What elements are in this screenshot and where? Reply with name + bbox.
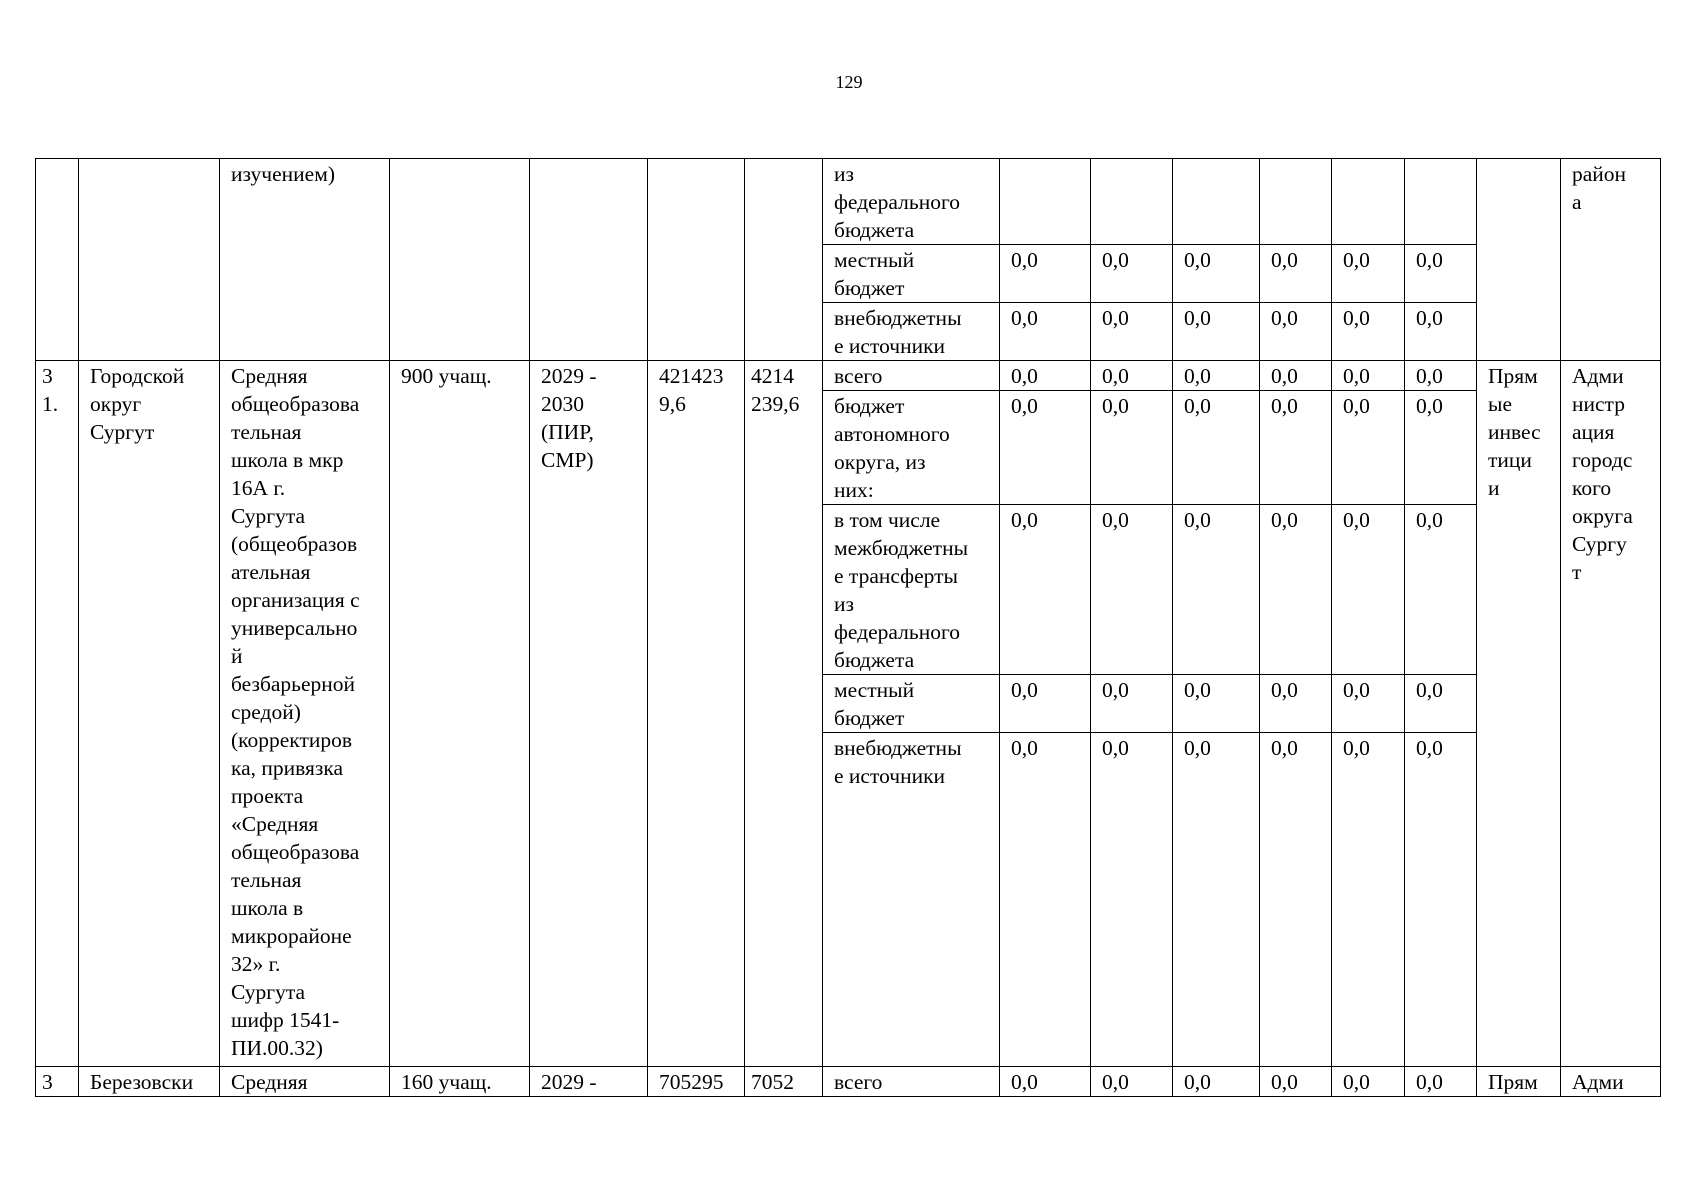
amount-cell: 0,0 xyxy=(1332,361,1405,391)
amount-cell: 0,0 xyxy=(1173,1067,1260,1097)
amount-cell xyxy=(1405,159,1477,245)
mechanism-cell: Прям xyxy=(1477,1067,1561,1097)
amount-cell: 0,0 xyxy=(1332,733,1405,1067)
funding-source-cell: в том числе межбюджетны е трансферты из федерального бюджета xyxy=(823,505,1000,675)
amount-cell: 0,0 xyxy=(1405,303,1477,361)
funding-source-cell: внебюджетны е источники xyxy=(823,303,1000,361)
cost-total-cell: 705295 xyxy=(648,1067,745,1097)
amount-cell: 0,0 xyxy=(1000,733,1091,1067)
amount-cell xyxy=(1260,159,1332,245)
amount-cell: 0,0 xyxy=(1000,391,1091,505)
capacity-cell xyxy=(390,159,530,361)
page-number: 129 xyxy=(835,72,863,92)
municipality-cell: Березовски xyxy=(79,1067,220,1097)
amount-cell: 0,0 xyxy=(1405,391,1477,505)
responsible-cell: район а xyxy=(1561,159,1661,361)
responsible-cell: Адми xyxy=(1561,1067,1661,1097)
amount-cell: 0,0 xyxy=(1260,733,1332,1067)
amount-cell: 0,0 xyxy=(1260,1067,1332,1097)
amount-cell: 0,0 xyxy=(1260,675,1332,733)
amount-cell: 0,0 xyxy=(1000,361,1091,391)
amount-cell: 0,0 xyxy=(1405,1067,1477,1097)
cost-remaining-cell: 7052 xyxy=(745,1067,823,1097)
amount-cell: 0,0 xyxy=(1173,245,1260,303)
amount-cell xyxy=(1332,159,1405,245)
amount-cell: 0,0 xyxy=(1173,505,1260,675)
mechanism-cell xyxy=(1477,159,1561,361)
funding-source-cell: местный бюджет xyxy=(823,675,1000,733)
object-name-cell: изучением) xyxy=(220,159,390,361)
funding-source-cell: бюджет автономного округа, из них: xyxy=(823,391,1000,505)
period-cell: 2029 - xyxy=(530,1067,648,1097)
amount-cell: 0,0 xyxy=(1091,245,1173,303)
capacity-cell: 160 учащ. xyxy=(390,1067,530,1097)
amount-cell: 0,0 xyxy=(1000,1067,1091,1097)
amount-cell: 0,0 xyxy=(1091,303,1173,361)
amount-cell: 0,0 xyxy=(1405,245,1477,303)
amount-cell: 0,0 xyxy=(1091,361,1173,391)
object-name-cell: Средняя общеобразова тельная школа в мкр 16А г. Сургута (общеобразов ательная организация с универсально й безбарьерной средой) (корректиров ка, привязка проекта «Средняя общеобразова тельная школа в микрорайоне 32» г. Сургута шифр 1541- ПИ.00.32) xyxy=(220,361,390,1067)
amount-cell: 0,0 xyxy=(1260,361,1332,391)
amount-cell: 0,0 xyxy=(1091,505,1173,675)
municipality-cell: Городской округ Сургут xyxy=(79,361,220,1067)
amount-cell: 0,0 xyxy=(1405,675,1477,733)
amount-cell: 0,0 xyxy=(1332,391,1405,505)
amount-cell: 0,0 xyxy=(1091,391,1173,505)
amount-cell: 0,0 xyxy=(1000,675,1091,733)
amount-cell: 0,0 xyxy=(1260,505,1332,675)
amount-cell: 0,0 xyxy=(1173,675,1260,733)
amount-cell: 0,0 xyxy=(1000,505,1091,675)
funding-source-cell: внебюджетны е источники xyxy=(823,733,1000,1067)
cost-total-cell xyxy=(648,159,745,361)
capacity-cell: 900 учащ. xyxy=(390,361,530,1067)
amount-cell: 0,0 xyxy=(1260,391,1332,505)
table-body xyxy=(36,159,1661,1097)
municipality-cell xyxy=(79,159,220,361)
amount-cell: 0,0 xyxy=(1091,675,1173,733)
object-name-cell: Средняя xyxy=(220,1067,390,1097)
amount-cell: 0,0 xyxy=(1091,733,1173,1067)
mechanism-cell: Прям ые инвес тици и xyxy=(1477,361,1561,1067)
amount-cell: 0,0 xyxy=(1405,733,1477,1067)
funding-source-cell: всего xyxy=(823,361,1000,391)
amount-cell: 0,0 xyxy=(1260,303,1332,361)
amount-cell: 0,0 xyxy=(1332,245,1405,303)
period-cell: 2029 - 2030 (ПИР, СМР) xyxy=(530,361,648,1067)
amount-cell: 0,0 xyxy=(1000,303,1091,361)
amount-cell: 0,0 xyxy=(1173,391,1260,505)
cost-remaining-cell: 4214 239,6 xyxy=(745,361,823,1067)
amount-cell: 0,0 xyxy=(1173,733,1260,1067)
amount-cell: 0,0 xyxy=(1332,303,1405,361)
amount-cell: 0,0 xyxy=(1332,1067,1405,1097)
amount-cell xyxy=(1091,159,1173,245)
funding-source-cell: местный бюджет xyxy=(823,245,1000,303)
funding-source-cell: из федерального бюджета xyxy=(823,159,1000,245)
table-row xyxy=(36,159,1661,245)
period-cell xyxy=(530,159,648,361)
table-row xyxy=(36,1067,1661,1097)
amount-cell: 0,0 xyxy=(1332,505,1405,675)
row-number-cell: 3 1. xyxy=(36,361,79,1067)
investment-table xyxy=(35,158,1661,1097)
cost-remaining-cell xyxy=(745,159,823,361)
table-row xyxy=(36,361,1661,391)
row-number-cell: 3 xyxy=(36,1067,79,1097)
amount-cell: 0,0 xyxy=(1000,245,1091,303)
row-number-cell xyxy=(36,159,79,361)
amount-cell: 0,0 xyxy=(1260,245,1332,303)
amount-cell: 0,0 xyxy=(1405,361,1477,391)
funding-source-cell: всего xyxy=(823,1067,1000,1097)
amount-cell: 0,0 xyxy=(1173,361,1260,391)
amount-cell xyxy=(1000,159,1091,245)
responsible-cell: Адми нистр ация городс кого округа Сургу т xyxy=(1561,361,1661,1067)
amount-cell: 0,0 xyxy=(1173,303,1260,361)
amount-cell: 0,0 xyxy=(1405,505,1477,675)
cost-total-cell: 421423 9,6 xyxy=(648,361,745,1067)
amount-cell: 0,0 xyxy=(1332,675,1405,733)
amount-cell: 0,0 xyxy=(1091,1067,1173,1097)
amount-cell xyxy=(1173,159,1260,245)
